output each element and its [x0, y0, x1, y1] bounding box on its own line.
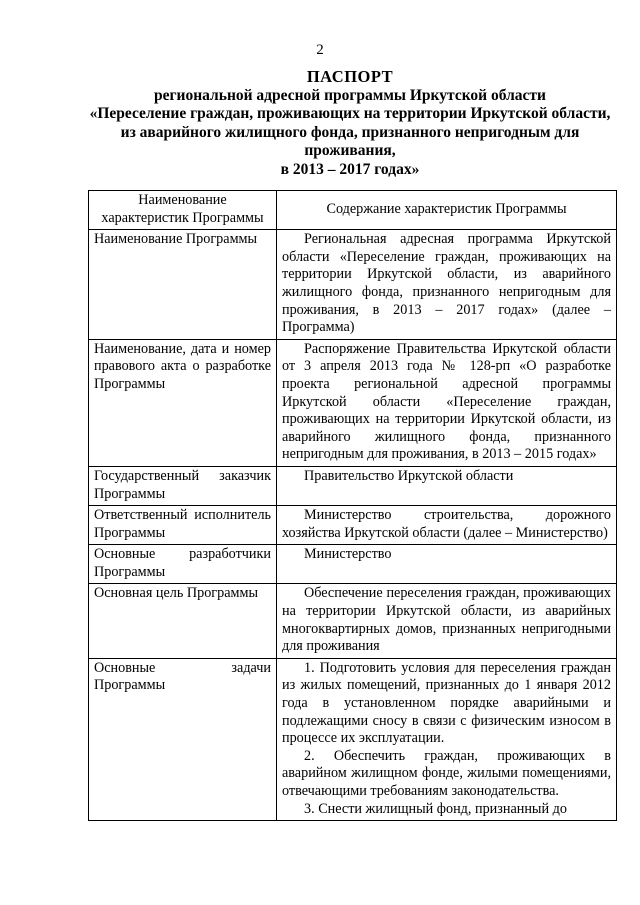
title-line-2: региональной адресной программы Иркутской области: [154, 86, 546, 104]
title-line-3: «Переселение граждан, проживающих на территории Иркутской области,: [89, 105, 611, 122]
row-content-cell: Обеспечение переселения граждан, проживающих на территории Иркутской области, из аварийных многоквартирных домов, признанных непригодными для проживания: [277, 584, 617, 658]
header-name-cell: Наименование характеристик Программы: [89, 191, 277, 230]
table-row: [89, 584, 617, 658]
page-number: 2: [316, 42, 324, 58]
row-name-cell: Основные задачи Программы: [89, 658, 277, 820]
row-name-cell: Наименование, дата и номер правового акта о разработке Программы: [89, 339, 277, 466]
row-name-cell: Государственный заказчик Программы: [89, 466, 277, 505]
row-content-cell: Региональная адресная программа Иркутской области «Переселение граждан, проживающих на территории Иркутской области, из аварийного жилищного фонда, признанного непригодным для проживания, в 2013 – 2017 годах» (далее – Программа): [277, 230, 617, 340]
row-content-cell: [277, 658, 617, 820]
title-line-6: в 2013 – 2017 годах»: [280, 160, 420, 178]
row-content-cell: Министерство: [277, 545, 617, 584]
task-item: 3. Снести жилищный фонд, признанный до: [304, 800, 567, 817]
title-line-5: проживания,: [304, 142, 396, 159]
table-row: [89, 230, 617, 340]
row-content-cell: Распоряжение Правительства Иркутской области от 3 апреля 2013 года № 128-рп «О разработке проекта региональной адресной программы Иркутской области «Переселение граждан, проживающих на территории Иркутской области, из аварийного жилищного фонда, признанного непригодным для проживания, в 2013 – 2015 годах»: [277, 339, 617, 466]
title-line-4: из аварийного жилищного фонда, признанного непригодным для: [120, 123, 580, 141]
row-name-cell: Основные разработчики Программы: [89, 545, 277, 584]
table-row: [89, 466, 617, 505]
table-row: [89, 506, 617, 545]
row-name-cell: Наименование Программы: [89, 230, 277, 340]
table-row: [89, 658, 617, 820]
row-name-cell: Основная цель Программы: [89, 584, 277, 658]
row-content-cell: Министерство строительства, дорожного хозяйства Иркутской области (далее – Министерство): [277, 506, 617, 545]
title-passport: ПАСПОРТ: [306, 67, 394, 86]
row-content-cell: Правительство Иркутской области: [277, 466, 617, 505]
row-name-cell: Ответственный исполнитель Программы: [89, 506, 277, 545]
task-item: 2. Обеспечить граждан, проживающих в аварийном жилищном фонде, жилыми помещениями, отвечающими требованиям законодательства.: [282, 747, 611, 799]
table-row: [89, 339, 617, 466]
document-title: [60, 68, 640, 179]
table-row: [89, 545, 617, 584]
passport-table: [88, 190, 617, 821]
task-item: 1. Подготовить условия для переселения граждан из жилых помещений, признанных до 1 января 2012 года в установленном порядке аварийными и подлежащими сносу в связи с физическим износом в процессе их эксплуатации.: [282, 659, 611, 747]
header-content-cell: Содержание характеристик Программы: [277, 191, 617, 230]
table-header-row: [89, 191, 617, 230]
